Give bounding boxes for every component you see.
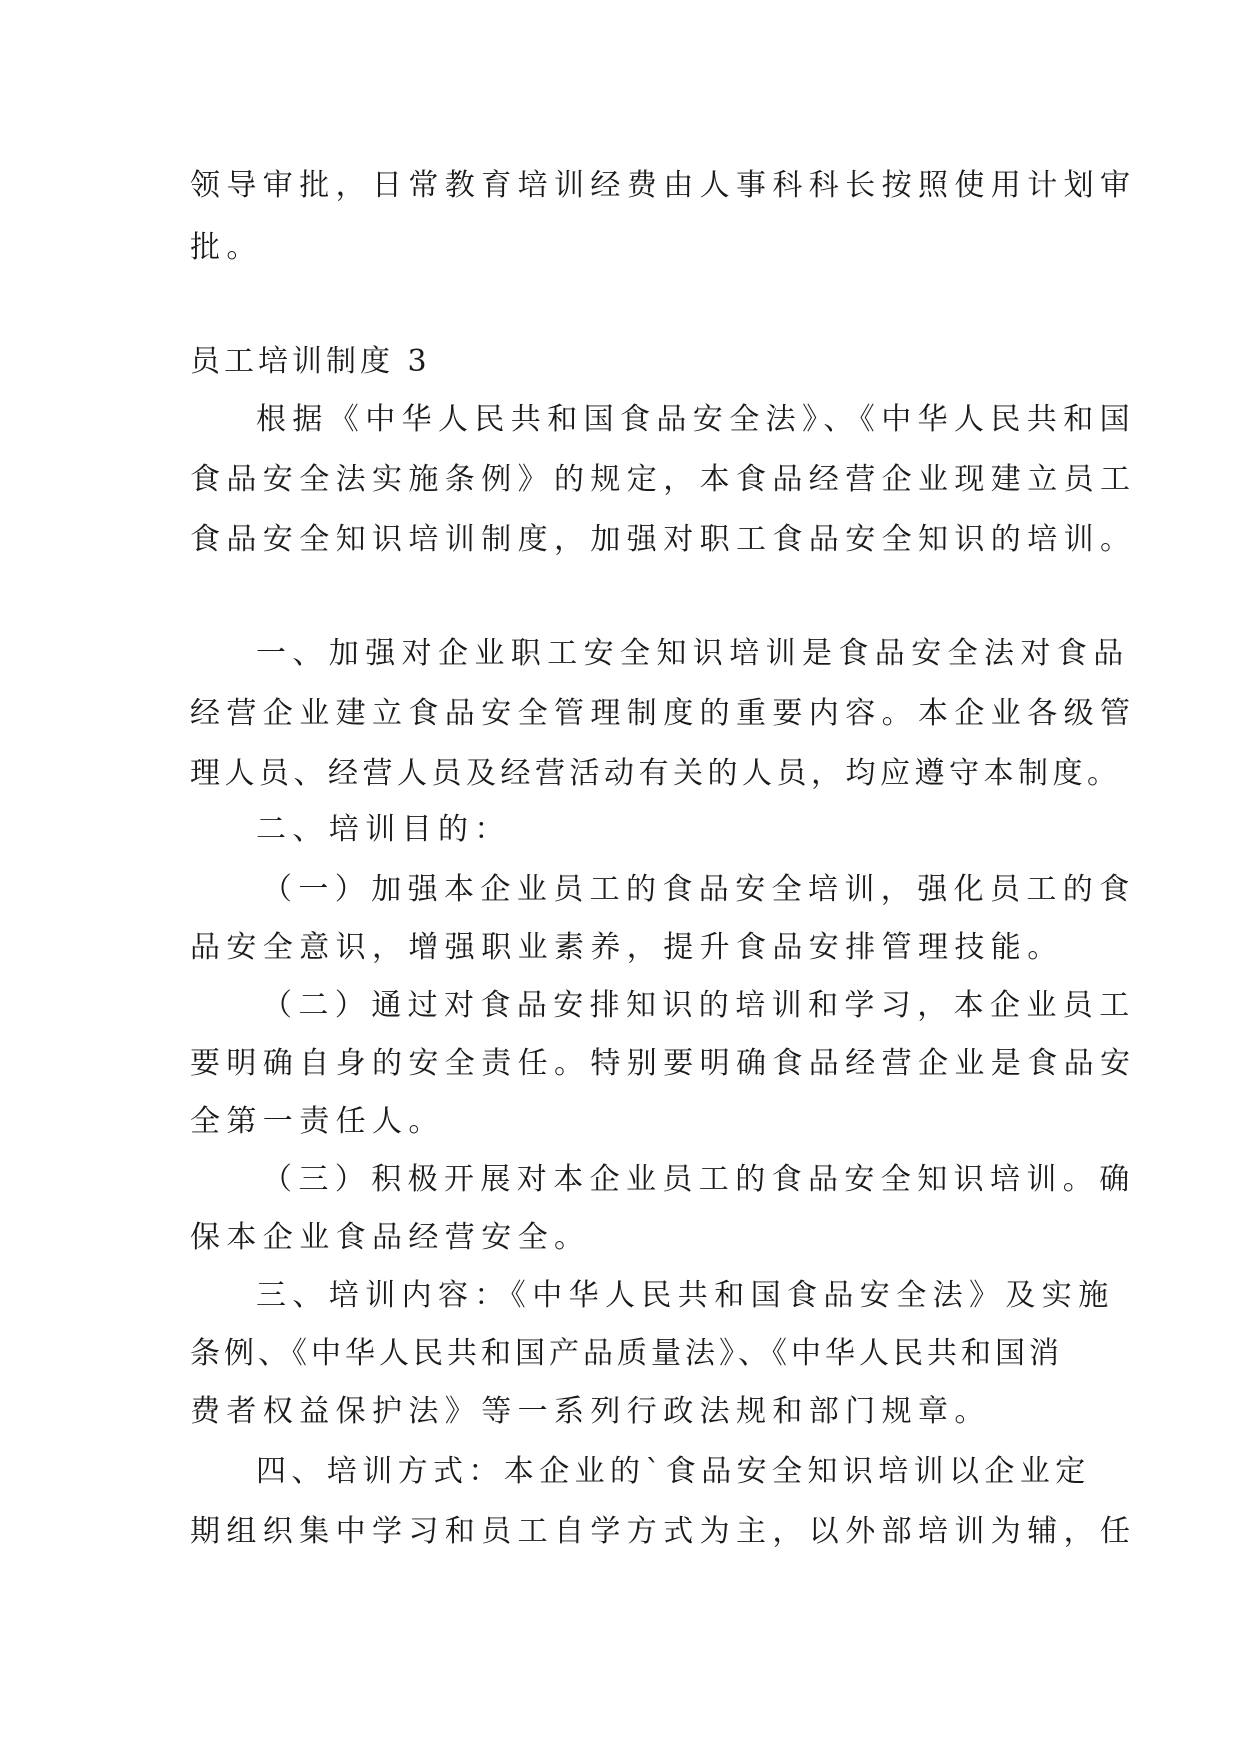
item2-1-line-1: （一）加强本企业员工的食品安全培训，强化员工的食 xyxy=(262,872,1136,907)
intro-line-2: 食品安全法实施条例》的规定，本食品经营企业现建立员工 xyxy=(190,462,1137,497)
item1-line-1: 一、加强对企业职工安全知识培训是食品安全法对食品 xyxy=(256,636,1130,671)
item4-line-1: 四、培训方式：本企业的`食品安全知识培训以企业定 xyxy=(256,1454,1091,1489)
item1-line-2: 经营企业建立食品安全管理制度的重要内容。本企业各级管 xyxy=(190,696,1137,731)
item2-3-line-1: （三）积极开展对本企业员工的食品安全知识培训。确 xyxy=(262,1162,1136,1197)
continuation-line-1: 领导审批，日常教育培训经费由人事科科长按照使用计划审 xyxy=(190,168,1137,203)
item3-line-3: 费者权益保护法》等一系列行政法规和部门规章。 xyxy=(190,1394,991,1429)
intro-line-1: 根据《中华人民共和国食品安全法》、《中华人民共和国 xyxy=(256,402,1136,437)
item2-1-line-2: 品安全意识，增强职业素养，提升食品安排管理技能。 xyxy=(190,930,1064,965)
item2-2-line-1: （二）通过对食品安排知识的培训和学习，本企业员工 xyxy=(262,988,1136,1023)
item1-line-3: 理人员、经营人员及经营活动有关的人员，均应遵守本制度。 xyxy=(190,756,1122,791)
item3-line-2: 条例、《中华人民共和国产品质量法》、《中华人民共和国消 xyxy=(190,1336,1063,1371)
continuation-line-2: 批。 xyxy=(190,230,263,265)
item4-line-2: 期组织集中学习和员工自学方式为主，以外部培训为辅，任 xyxy=(190,1514,1137,1549)
item2-2-line-2: 要明确自身的安全责任。特别要明确食品经营企业是食品安 xyxy=(190,1046,1137,1081)
item2-3-line-2: 保本企业食品经营安全。 xyxy=(190,1220,591,1255)
item3-line-1: 三、培训内容：《中华人民共和国食品安全法》及实施 xyxy=(256,1278,1115,1313)
intro-line-3: 食品安全知识培训制度，加强对职工食品安全知识的培训。 xyxy=(190,522,1137,557)
item2-heading: 二、培训目的： xyxy=(256,812,511,847)
section-title: 员工培训制度 3 xyxy=(190,344,431,379)
item2-2-line-3: 全第一责任人。 xyxy=(190,1104,445,1139)
